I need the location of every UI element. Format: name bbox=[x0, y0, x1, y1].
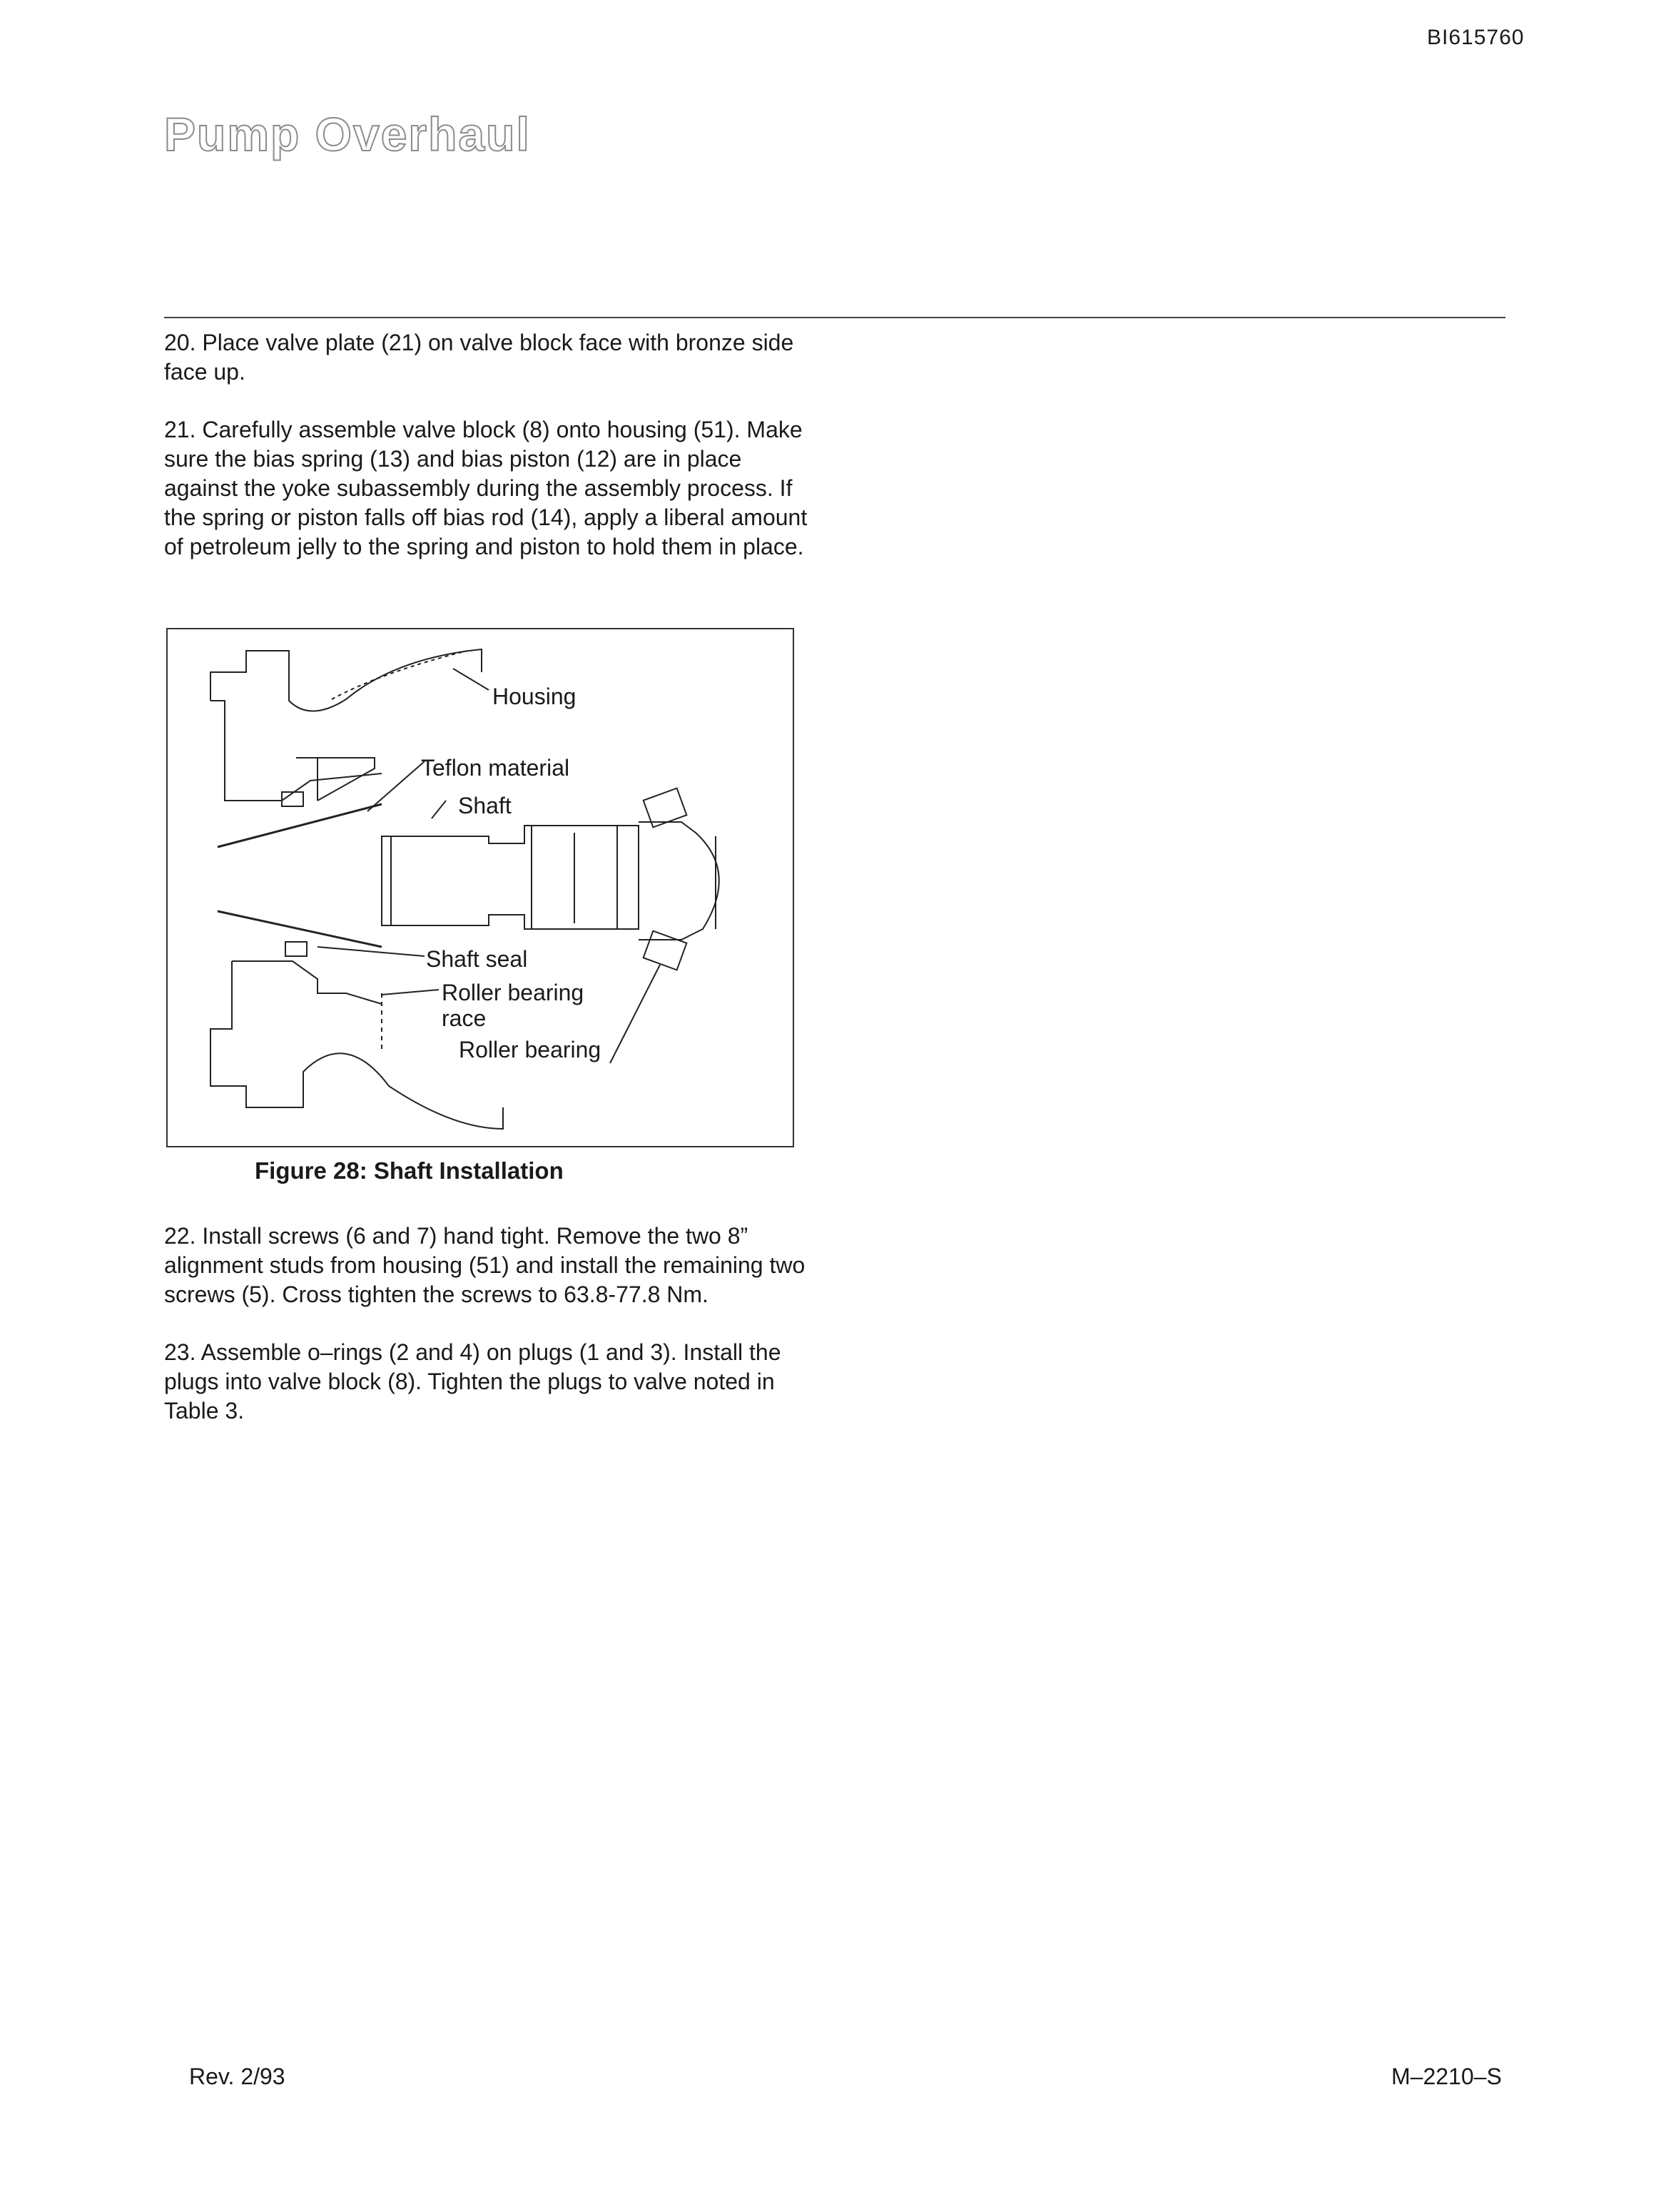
footer-doc-number: M–2210–S bbox=[1391, 2064, 1502, 2089]
shaft-outline bbox=[382, 826, 639, 929]
lower-housing-body bbox=[232, 961, 382, 1004]
figure-shaft-installation bbox=[166, 628, 794, 1147]
label-roller-bearing-race: Roller bearing bbox=[442, 980, 584, 1005]
upper-housing-dash bbox=[332, 651, 467, 699]
upper-bore-line bbox=[296, 758, 318, 801]
label-roller-bearing-race-2: race bbox=[442, 1005, 487, 1031]
step-20: 20. Place valve plate (21) on valve block face with bronze side face up. bbox=[164, 330, 794, 385]
footer-revision: Rev. 2/93 bbox=[189, 2064, 285, 2089]
document-id: BI615760 bbox=[1427, 26, 1525, 49]
label-housing: Housing bbox=[492, 684, 577, 709]
leader-housing bbox=[453, 669, 489, 690]
roller-bearing-lower bbox=[644, 931, 687, 970]
label-shaft: Shaft bbox=[458, 793, 512, 818]
upper-housing-outline bbox=[210, 649, 482, 711]
leader-shaft-seal bbox=[318, 947, 425, 956]
label-teflon-material: Teflon material bbox=[421, 755, 570, 781]
leader-roller-race bbox=[382, 990, 439, 995]
upper-housing-body bbox=[210, 701, 382, 801]
label-roller-bearing: Roller bearing bbox=[459, 1037, 601, 1062]
header-divider bbox=[164, 317, 1505, 318]
step-23: 23. Assemble o–rings (2 and 4) on plugs (1 and 3). Install the plugs into valve block (8). Tighten the plugs to valve noted in Table 3. bbox=[164, 1339, 781, 1424]
step-21: 21. Carefully assemble valve block (8) onto housing (51). Make sure the bias spring (13) and bias piston (12) are in place against the yoke subassembly during the assembly process. If the spring or piston falls off bias rod (14), apply a liberal amount of petroleum jelly to the spring and piston to hold them in place. bbox=[164, 417, 808, 559]
shaft-end-cone bbox=[639, 822, 719, 940]
shaft-installation-drawing bbox=[168, 629, 793, 1146]
leader-shaft bbox=[432, 801, 446, 818]
figure-caption: Figure 28: Shaft Installation bbox=[255, 1157, 564, 1184]
step-22: 22. Install screws (6 and 7) hand tight. Remove the two 8” alignment studs from housing (51) and install the remaining two screws (5). Cross tighten the screws to 63.8-77.8 Nm. bbox=[164, 1223, 806, 1307]
section-title: Pump Overhaul bbox=[164, 108, 531, 161]
leader-roller-bearing bbox=[610, 965, 660, 1063]
leader-teflon bbox=[367, 761, 425, 811]
upper-taper-line bbox=[218, 804, 382, 847]
label-shaft-seal: Shaft seal bbox=[426, 946, 528, 972]
lower-seal bbox=[285, 942, 307, 956]
